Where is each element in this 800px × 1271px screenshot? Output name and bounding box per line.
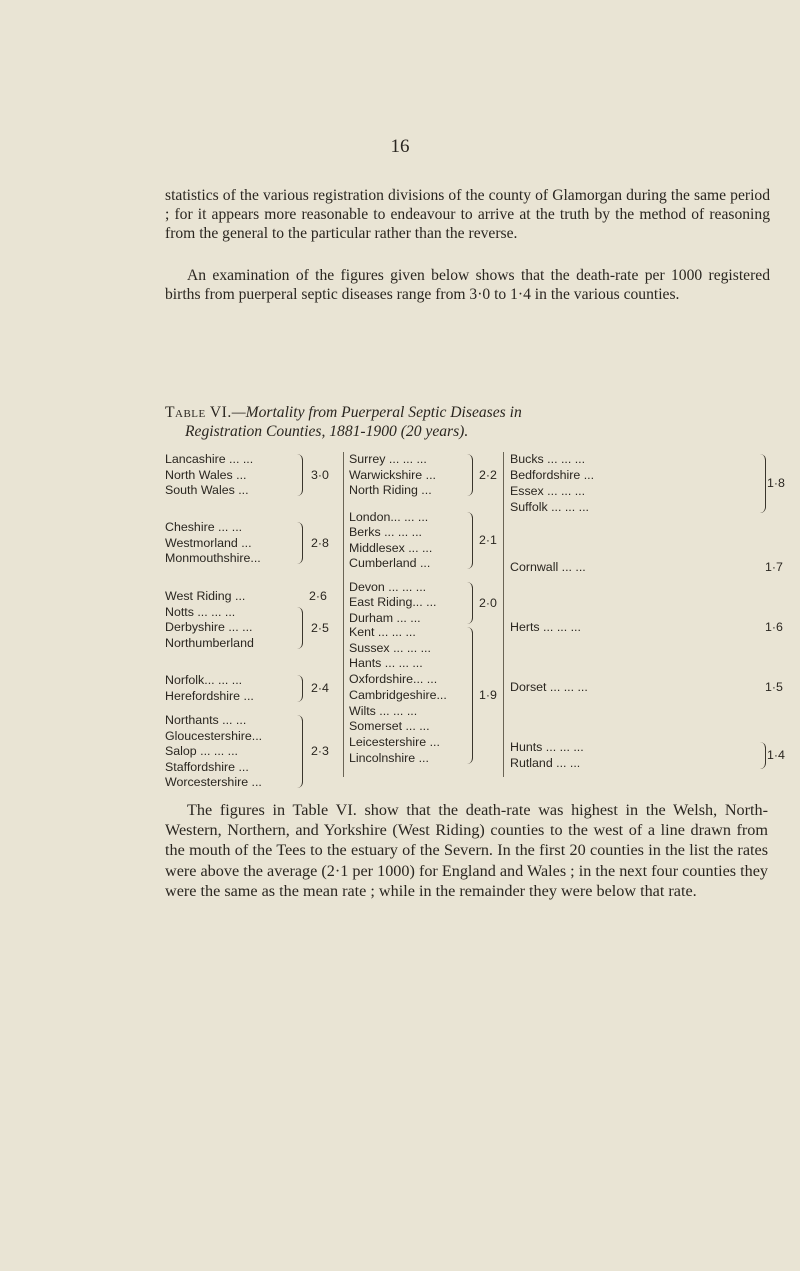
county-row: Derbyshire ... ...: [165, 620, 253, 634]
mortality-rate: 2·5: [311, 620, 329, 635]
county-row: Dorset ... ... ...: [510, 680, 588, 694]
mortality-rate: 3·0: [311, 467, 329, 482]
county-row: North Riding ...: [349, 483, 432, 497]
group-brace: [760, 742, 766, 769]
group-brace: [467, 627, 473, 764]
county-row: Cambridgeshire...: [349, 688, 447, 702]
mortality-rate: 1·8: [767, 476, 785, 490]
county-row: Middlesex ... ...: [349, 541, 433, 555]
county-row: West Riding ...: [165, 589, 246, 603]
caption-title-2: Registration Counties, 1881-1900 (20 years).: [185, 423, 469, 440]
county-row: Oxfordshire... ...: [349, 672, 438, 686]
intro-paragraph-1: [165, 186, 770, 243]
mortality-rate: 1·4: [767, 748, 785, 762]
county-row: Hunts ... ... ...: [510, 740, 584, 754]
county-row: Lancashire ... ...: [165, 452, 254, 466]
county-row: Westmorland ...: [165, 536, 252, 550]
county-row: Worcestershire ...: [165, 775, 262, 789]
mortality-rate: 1·6: [765, 620, 783, 634]
county-row: Surrey ... ... ...: [349, 452, 427, 466]
county-row: Herts ... ... ...: [510, 620, 581, 634]
county-row: Cumberland ...: [349, 556, 431, 570]
county-row: Salop ... ... ...: [165, 744, 239, 758]
county-row: South Wales ...: [165, 483, 249, 497]
group-brace: [297, 715, 303, 788]
county-row: Norfolk... ... ...: [165, 673, 243, 687]
conclusion-paragraph: [165, 800, 768, 901]
county-row: Bucks ... ... ...: [510, 452, 586, 466]
mortality-rate: 2·0: [479, 595, 497, 610]
county-row: Herefordshire ...: [165, 689, 254, 703]
county-row: Kent ... ... ...: [349, 625, 416, 639]
mortality-rate: 2·6: [309, 589, 327, 603]
group-brace: [297, 607, 303, 649]
mortality-rate: 1·9: [479, 688, 497, 702]
county-row: Hants ... ... ...: [349, 656, 423, 670]
county-row: Rutland ... ...: [510, 756, 581, 770]
county-row: Berks ... ... ...: [349, 525, 422, 539]
mortality-rate: 1·5: [765, 680, 783, 694]
county-row: Durham ... ...: [349, 611, 421, 625]
mortality-table: [165, 452, 785, 789]
county-row: Sussex ... ... ...: [349, 641, 431, 655]
county-row: Gloucestershire...: [165, 729, 263, 743]
mortality-rate: 1·7: [765, 560, 783, 574]
county-row: Bedfordshire ...: [510, 468, 595, 482]
county-row: Cornwall ... ...: [510, 560, 586, 574]
county-row: Monmouthshire...: [165, 551, 261, 565]
conclusion-text: The figures in Table VI. show that the death-rate was highest in the Welsh, North-Western, Northern, and Yorkshire (West Riding) counties to the west of a line drawn from the mouth of the Tees to the estuary of the Severn. In the first 20 counties in the list the rates were above the average (2·1 per 1000) for England and Wales ; in the next four counties they were the same as the mean rate ; while in the remainder they were below that rate.: [165, 801, 768, 900]
caption-line-2: [165, 422, 785, 441]
county-row: Staffordshire ...: [165, 760, 249, 774]
caption-line-1: [165, 403, 785, 422]
page-number: 16: [390, 136, 410, 157]
column-divider-1: [343, 452, 344, 777]
county-row: Suffolk ... ... ...: [510, 500, 589, 514]
county-row: Cheshire ... ...: [165, 520, 243, 534]
table-caption: [165, 403, 785, 441]
county-row: Notts ... ... ...: [165, 605, 236, 619]
mortality-rate: 2·4: [311, 681, 329, 695]
mortality-rate: 2·8: [311, 535, 329, 550]
column-divider-2: [503, 452, 504, 777]
county-row: Essex ... ... ...: [510, 484, 586, 498]
county-row: Wilts ... ... ...: [349, 704, 418, 718]
county-row: Lincolnshire ...: [349, 751, 429, 765]
intro-text-2: An examination of the figures given below shows that the death-rate per 1000 registered births from puerperal septic diseases range from 3·0 to 1·4 in the various counties.: [165, 267, 770, 303]
mortality-rate: 2·3: [311, 744, 329, 758]
county-row: Northants ... ...: [165, 713, 247, 727]
caption-title-1: —Mortality from Puerperal Septic Diseases in: [231, 404, 522, 421]
intro-paragraph-2: [165, 266, 770, 304]
county-row: London... ... ...: [349, 510, 429, 524]
county-row: Northumberland: [165, 636, 254, 650]
group-brace: [297, 522, 303, 564]
group-brace: [467, 512, 473, 569]
caption-label: Table VI.: [165, 404, 232, 421]
group-brace: [297, 675, 303, 702]
intro-text-1: statistics of the various registration divisions of the county of Glamorgan during the same period ; for it appears more reasonable to endeavour to arrive at the truth by the method of reasoning from the general to the particular rather than the reverse.: [165, 187, 770, 242]
group-brace: [467, 582, 473, 624]
county-row: Devon ... ... ...: [349, 580, 427, 594]
county-row: East Riding... ...: [349, 595, 437, 609]
mortality-rate: 2·1: [479, 533, 497, 547]
group-brace: [467, 454, 473, 496]
county-row: Warwickshire ...: [349, 468, 436, 482]
group-brace: [297, 454, 303, 496]
group-brace: [760, 454, 766, 513]
county-row: Leicestershire ...: [349, 735, 440, 749]
county-row: Somerset ... ...: [349, 719, 430, 733]
mortality-rate: 2·2: [479, 467, 497, 482]
county-row: North Wales ...: [165, 468, 247, 482]
